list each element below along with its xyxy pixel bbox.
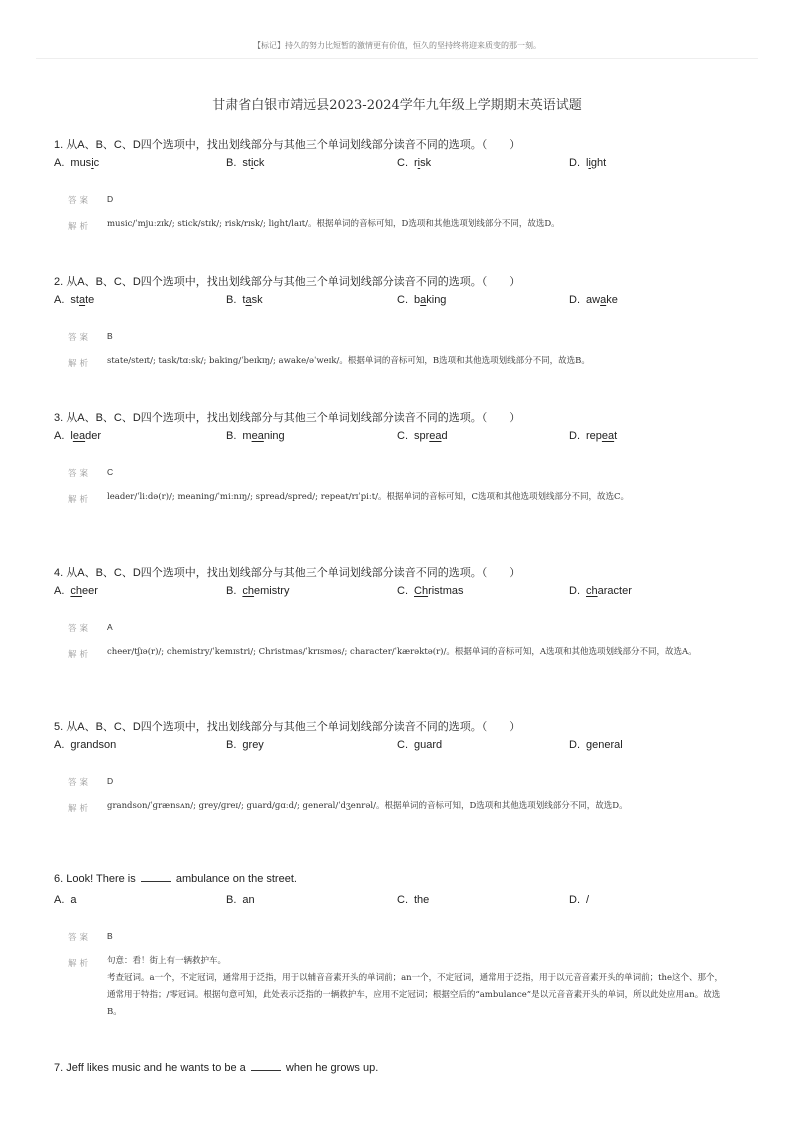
option-d[interactable] (569, 894, 589, 906)
option-letter: D. (569, 430, 580, 442)
underlined-part: ch (242, 585, 255, 597)
question-stem: 4. 从A、B、C、D四个选项中，找出划线部分与其他三个单词划线部分读音不同的选项。（ ） (54, 567, 521, 579)
option-b[interactable] (226, 894, 255, 906)
option-b[interactable] (226, 585, 289, 597)
stem-text: 7. Jeff likes music and he wants to be a (54, 1062, 249, 1074)
option-c[interactable] (397, 157, 431, 169)
option-d[interactable] (569, 739, 623, 751)
header-divider (36, 58, 758, 59)
answer-blank (251, 1069, 281, 1071)
option-letter: A. (54, 894, 65, 906)
underlined-part: a (420, 294, 427, 306)
option-text: g (414, 739, 421, 751)
answer-label: 答案 (68, 624, 92, 634)
underlined-part: Ch (414, 585, 429, 597)
option-letter: B. (226, 894, 237, 906)
option-c[interactable] (397, 430, 448, 442)
option-text: aw (586, 294, 601, 306)
explain-label: 解析 (68, 959, 92, 969)
option-text: rey (248, 739, 264, 751)
option-b[interactable] (226, 739, 264, 751)
stem-text: ambulance on the street. (172, 873, 297, 885)
option-b[interactable] (226, 430, 285, 442)
option-text: t (614, 430, 618, 442)
option-text: l (70, 430, 73, 442)
underlined-part: i (91, 157, 94, 169)
option-a[interactable] (54, 157, 99, 169)
option-a[interactable] (54, 739, 116, 751)
option-b[interactable] (226, 294, 263, 306)
underlined-part: i (588, 157, 591, 169)
option-letter: C. (397, 894, 408, 906)
option-d[interactable] (569, 294, 618, 306)
option-text: ght (590, 157, 607, 169)
option-text: emistry (254, 585, 290, 597)
underlined-part: ch (70, 585, 83, 597)
option-letter: B. (226, 739, 237, 751)
option-letter: A. (54, 739, 65, 751)
option-a[interactable] (54, 430, 101, 442)
option-d[interactable] (569, 430, 617, 442)
option-text: king (426, 294, 447, 306)
answer-value: C (107, 467, 114, 477)
option-letter: C. (397, 294, 408, 306)
option-list (54, 430, 734, 446)
option-a[interactable] (54, 294, 94, 306)
option-letter: B. (226, 585, 237, 597)
option-list (54, 585, 734, 601)
option-text: mus (70, 157, 92, 169)
explain-label: 解析 (68, 495, 92, 505)
stem-text: 6. Look! There is (54, 873, 139, 885)
question-stem (54, 873, 297, 885)
option-text: m (242, 430, 252, 442)
answer-value: B (107, 931, 113, 941)
option-b[interactable] (226, 157, 264, 169)
option-text: sk (251, 294, 263, 306)
option-letter: C. (397, 430, 408, 442)
option-text: d (441, 430, 448, 442)
option-text: der (85, 430, 102, 442)
option-letter: D. (569, 157, 580, 169)
option-text: st (70, 294, 79, 306)
answer-label: 答案 (68, 933, 92, 943)
explain-text: 句意：看！街上有一辆救护车。 考查冠词。a一个，不定冠词，通常用于泛指，用于以辅音音素开头的单词前；an一个，不定冠词，通常用于泛指，用于以元音音素开头的单词前；the这个、那个，通常用于特指；/零冠词。根据句意可知，此处表示泛指的一辆救护车，应用不定冠词；根据空后的“ambulance”是以元音音素开头的单词，所以此处应用an。故选B。 (107, 956, 724, 1017)
underlined-part: ea (72, 430, 86, 442)
option-letter: D. (569, 585, 580, 597)
underlined-part: a (600, 294, 607, 306)
option-text: l (586, 157, 589, 169)
option-text: aracter (597, 585, 632, 597)
question-stem: 5. 从A、B、C、D四个选项中，找出划线部分与其他三个单词划线部分读音不同的选项。（ ） (54, 721, 521, 733)
option-a[interactable] (54, 585, 98, 597)
option-list (54, 894, 734, 910)
option-letter: D. (569, 894, 580, 906)
option-text: ck (253, 157, 265, 169)
option-letter: C. (397, 157, 408, 169)
underlined-part: ea (251, 430, 264, 442)
option-c[interactable] (397, 294, 446, 306)
option-letter: D. (569, 739, 580, 751)
option-d[interactable] (569, 585, 632, 597)
option-letter: A. (54, 430, 65, 442)
option-text: sk (420, 157, 432, 169)
underlined-part: ch (586, 585, 598, 597)
option-letter: A. (54, 157, 65, 169)
option-text: c (93, 157, 100, 169)
option-list (54, 157, 734, 173)
underlined-part: i (417, 157, 421, 169)
question-stem: 2. 从A、B、C、D四个选项中，找出划线部分与其他三个单词划线部分读音不同的选项。（ ） (54, 276, 521, 288)
option-letter: D. (569, 294, 580, 306)
page-title: 甘肃省白银市靖远县2023-2024学年九年级上学期期末英语试题 (212, 98, 582, 113)
option-text: uard (420, 739, 443, 751)
option-text: r (414, 157, 418, 169)
option-letter: B. (226, 294, 237, 306)
answer-label: 答案 (68, 469, 92, 479)
question-stem: 1. 从A、B、C、D四个选项中，找出划线部分与其他三个单词划线部分读音不同的选项。（ ） (54, 139, 521, 151)
answer-label: 答案 (68, 196, 92, 206)
option-text: / (586, 894, 590, 906)
explain-text: cheer/tʃɪə(r)/; chemistry/ˈkemɪstri/; Christmas/ˈkrɪsməs/; character/ˈkærəktə(r)/。根据单词的音标可知，A选项和其他选项划线部分不同，故选A。 (107, 647, 697, 657)
question-stem: 3. 从A、B、C、D四个选项中，找出划线部分与其他三个单词划线部分读音不同的选项。（ ） (54, 412, 521, 424)
option-text: g (242, 739, 249, 751)
option-text: te (85, 294, 95, 306)
answer-value: B (107, 331, 113, 341)
option-text: eneral (592, 739, 623, 751)
explain-text: grandson/ˈɡrænsʌn/; grey/ɡreɪ/; guard/ɡɑːd/; general/ˈdʒenrəl/。根据单词的音标可知，D选项和其他选项划线部分不同，故选D。 (107, 801, 628, 811)
explain-label: 解析 (68, 359, 92, 369)
stem-text: when he grows up. (282, 1062, 379, 1074)
option-text: b (414, 294, 421, 306)
option-letter: B. (226, 157, 237, 169)
option-text: st (242, 157, 251, 169)
answer-value: D (107, 776, 114, 786)
explain-label: 解析 (68, 222, 92, 232)
answer-label: 答案 (68, 778, 92, 788)
option-list (54, 739, 734, 755)
option-d[interactable] (569, 157, 606, 169)
answer-value: A (107, 622, 113, 632)
underlined-part: ea (429, 430, 442, 442)
option-text: ristmas (428, 585, 464, 597)
underlined-part: ea (601, 430, 615, 442)
header-note: 【标记】持久的努力比短暂的激情更有价值，恒久的坚持终将迎来质变的那一刻。 (253, 41, 541, 50)
answer-blank (141, 880, 171, 882)
option-text: an (242, 894, 255, 906)
option-c[interactable] (397, 585, 464, 597)
option-letter: C. (397, 585, 408, 597)
option-c[interactable] (397, 739, 442, 751)
answer-label: 答案 (68, 333, 92, 343)
option-text: t (242, 294, 246, 306)
underlined-part: i (250, 157, 254, 169)
option-text: the (414, 894, 430, 906)
underlined-part: a (78, 294, 86, 306)
explain-text: leader/ˈliːdə(r)/; meaning/ˈmiːnɪŋ/; spread/spred/; repeat/rɪˈpiːt/。根据单词的音标可知，C选项和其他选项划线部分不同，故选C。 (107, 492, 630, 502)
option-c[interactable] (397, 894, 429, 906)
option-text: rep (586, 430, 602, 442)
option-text: g (586, 739, 593, 751)
question-stem (54, 1062, 378, 1074)
option-letter: A. (54, 294, 65, 306)
option-letter: A. (54, 585, 65, 597)
explain-text: music/ˈmjuːzɪk/; stick/stɪk/; risk/rɪsk/; light/laɪt/。根据单词的音标可知，D选项和其他选项划线部分不同，故选D。 (107, 219, 560, 229)
option-a[interactable] (54, 894, 77, 906)
answer-value: D (107, 194, 114, 204)
option-letter: C. (397, 739, 408, 751)
option-text: eer (82, 585, 98, 597)
option-text: a (70, 894, 77, 906)
explain-text: state/steɪt/; task/tɑːsk/; baking/ˈbeɪkɪŋ/; awake/əˈweɪk/。根据单词的音标可知，B选项和其他选项划线部分不同，故选B。 (107, 356, 590, 366)
option-text: spr (414, 430, 430, 442)
option-list (54, 294, 734, 310)
underlined-part: a (245, 294, 252, 306)
explain-label: 解析 (68, 804, 92, 814)
option-text: ke (606, 294, 618, 306)
option-text: g (70, 739, 77, 751)
option-letter: B. (226, 430, 237, 442)
option-text: ning (263, 430, 285, 442)
explain-label: 解析 (68, 650, 92, 660)
option-text: randson (76, 739, 117, 751)
